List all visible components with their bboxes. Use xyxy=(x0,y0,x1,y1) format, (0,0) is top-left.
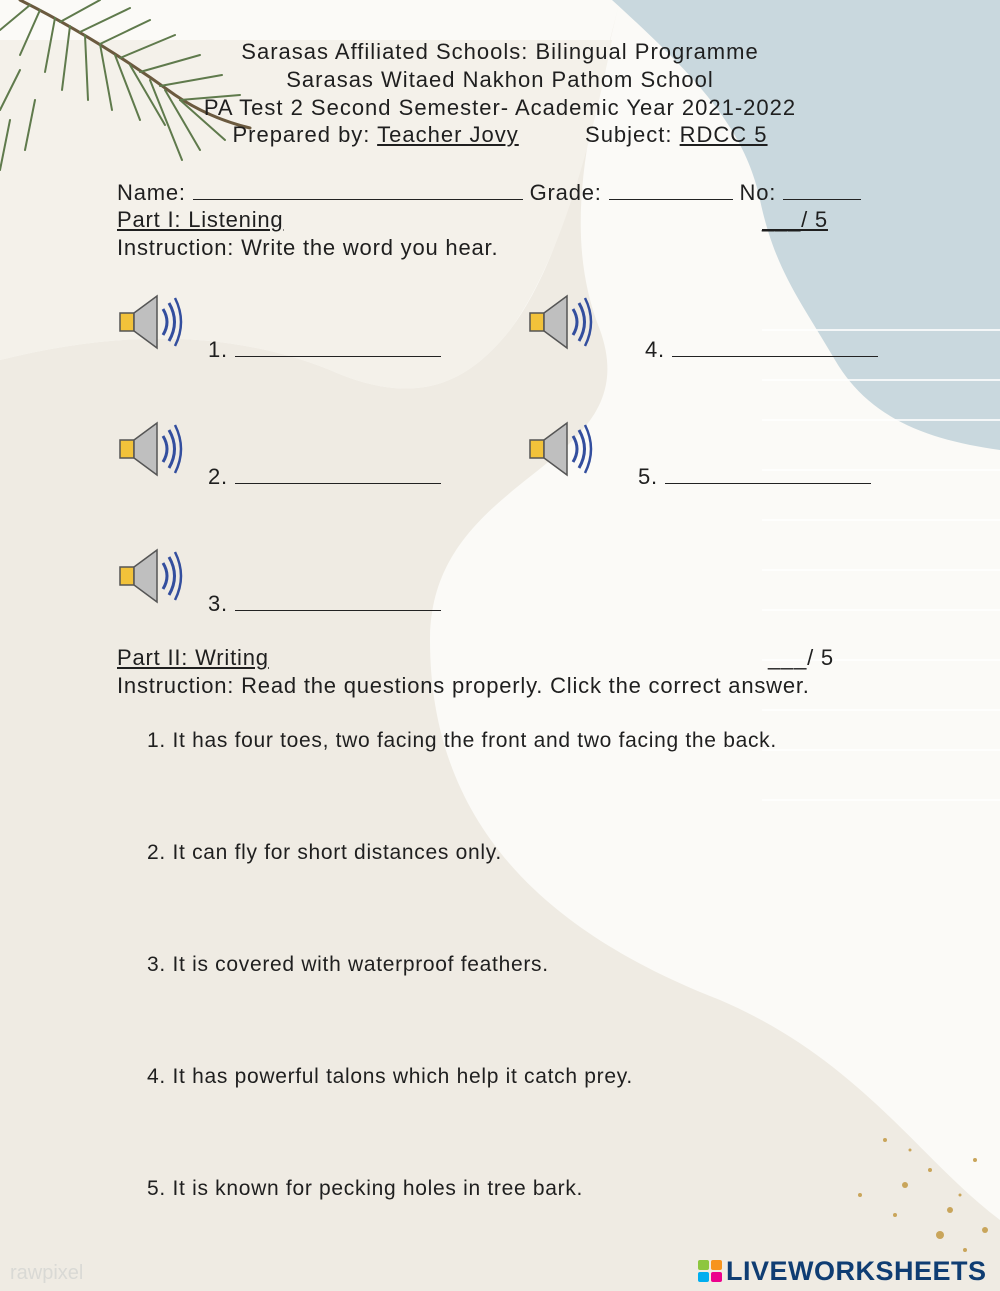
question-text: It has powerful talons which help it catch prey. xyxy=(172,1065,633,1088)
teacher-name: Teacher Jovy xyxy=(377,122,519,147)
subject-name: RDCC 5 xyxy=(679,122,768,147)
part2-title: Part II: Writing xyxy=(117,645,269,670)
listening-item xyxy=(645,336,878,363)
listening-item xyxy=(208,463,441,490)
part1-title: Part I: Listening xyxy=(117,207,284,232)
listening-item xyxy=(638,463,871,490)
part1-score: ___/ 5 xyxy=(762,207,828,232)
answer-field-3[interactable] xyxy=(235,590,441,611)
answer-field-5[interactable] xyxy=(665,463,871,484)
student-info-row xyxy=(117,179,861,206)
answer-field-2[interactable] xyxy=(235,463,441,484)
watermark: rawpixel xyxy=(10,1262,84,1284)
prepared-by-line xyxy=(0,121,1000,149)
question-item xyxy=(147,1065,633,1089)
question-number: 1. xyxy=(147,729,166,752)
no-field[interactable] xyxy=(783,179,861,200)
part1-instruction: Instruction: Write the word you hear. xyxy=(117,235,499,260)
speaker-icon[interactable] xyxy=(527,418,595,480)
part2-score: ___/ 5 xyxy=(768,645,834,670)
speaker-icon[interactable] xyxy=(117,291,185,353)
brand-name: LIVEWORKSHEETS xyxy=(726,1255,987,1286)
grade-field[interactable] xyxy=(609,179,733,200)
question-item xyxy=(147,729,777,753)
listening-item xyxy=(208,590,441,617)
prepared-label: Prepared by: xyxy=(232,122,371,147)
answer-field-4[interactable] xyxy=(672,336,878,357)
item-number: 3. xyxy=(208,591,228,616)
question-item xyxy=(147,1177,583,1201)
liveworksheets-logo-icon xyxy=(698,1260,722,1282)
item-number: 2. xyxy=(208,464,228,489)
question-text: It has four toes, two facing the front and two facing the back. xyxy=(172,729,777,752)
name-label: Name: xyxy=(117,180,186,205)
question-item xyxy=(147,841,502,865)
item-number: 5. xyxy=(638,464,658,489)
school-name: Sarasas Witaed Nakhon Pathom School xyxy=(286,67,714,92)
no-label: No: xyxy=(739,180,777,205)
question-text: It is known for pecking holes in tree bark. xyxy=(172,1177,584,1200)
question-number: 4. xyxy=(147,1065,166,1088)
subject-label: Subject: xyxy=(585,122,673,147)
name-field[interactable] xyxy=(193,179,523,200)
question-number: 5. xyxy=(147,1177,166,1200)
listening-item xyxy=(208,336,441,363)
item-number: 4. xyxy=(645,337,665,362)
part2-instruction: Instruction: Read the questions properly. Click the correct answer. xyxy=(117,673,810,698)
question-text: It is covered with waterproof feathers. xyxy=(172,953,549,976)
answer-field-1[interactable] xyxy=(235,336,441,357)
question-number: 2. xyxy=(147,841,166,864)
test-title: PA Test 2 Second Semester- Academic Year 2021-2022 xyxy=(203,95,797,120)
question-number: 3. xyxy=(147,953,166,976)
grade-label: Grade: xyxy=(529,180,602,205)
speaker-icon[interactable] xyxy=(527,291,595,353)
item-number: 1. xyxy=(208,337,228,362)
school-affiliation: Sarasas Affiliated Schools: Bilingual Programme xyxy=(241,39,759,64)
speaker-icon[interactable] xyxy=(117,545,185,607)
speaker-icon[interactable] xyxy=(117,418,185,480)
question-text: It can fly for short distances only. xyxy=(172,841,502,864)
question-item xyxy=(147,953,549,977)
liveworksheets-logo[interactable] xyxy=(698,1256,987,1286)
